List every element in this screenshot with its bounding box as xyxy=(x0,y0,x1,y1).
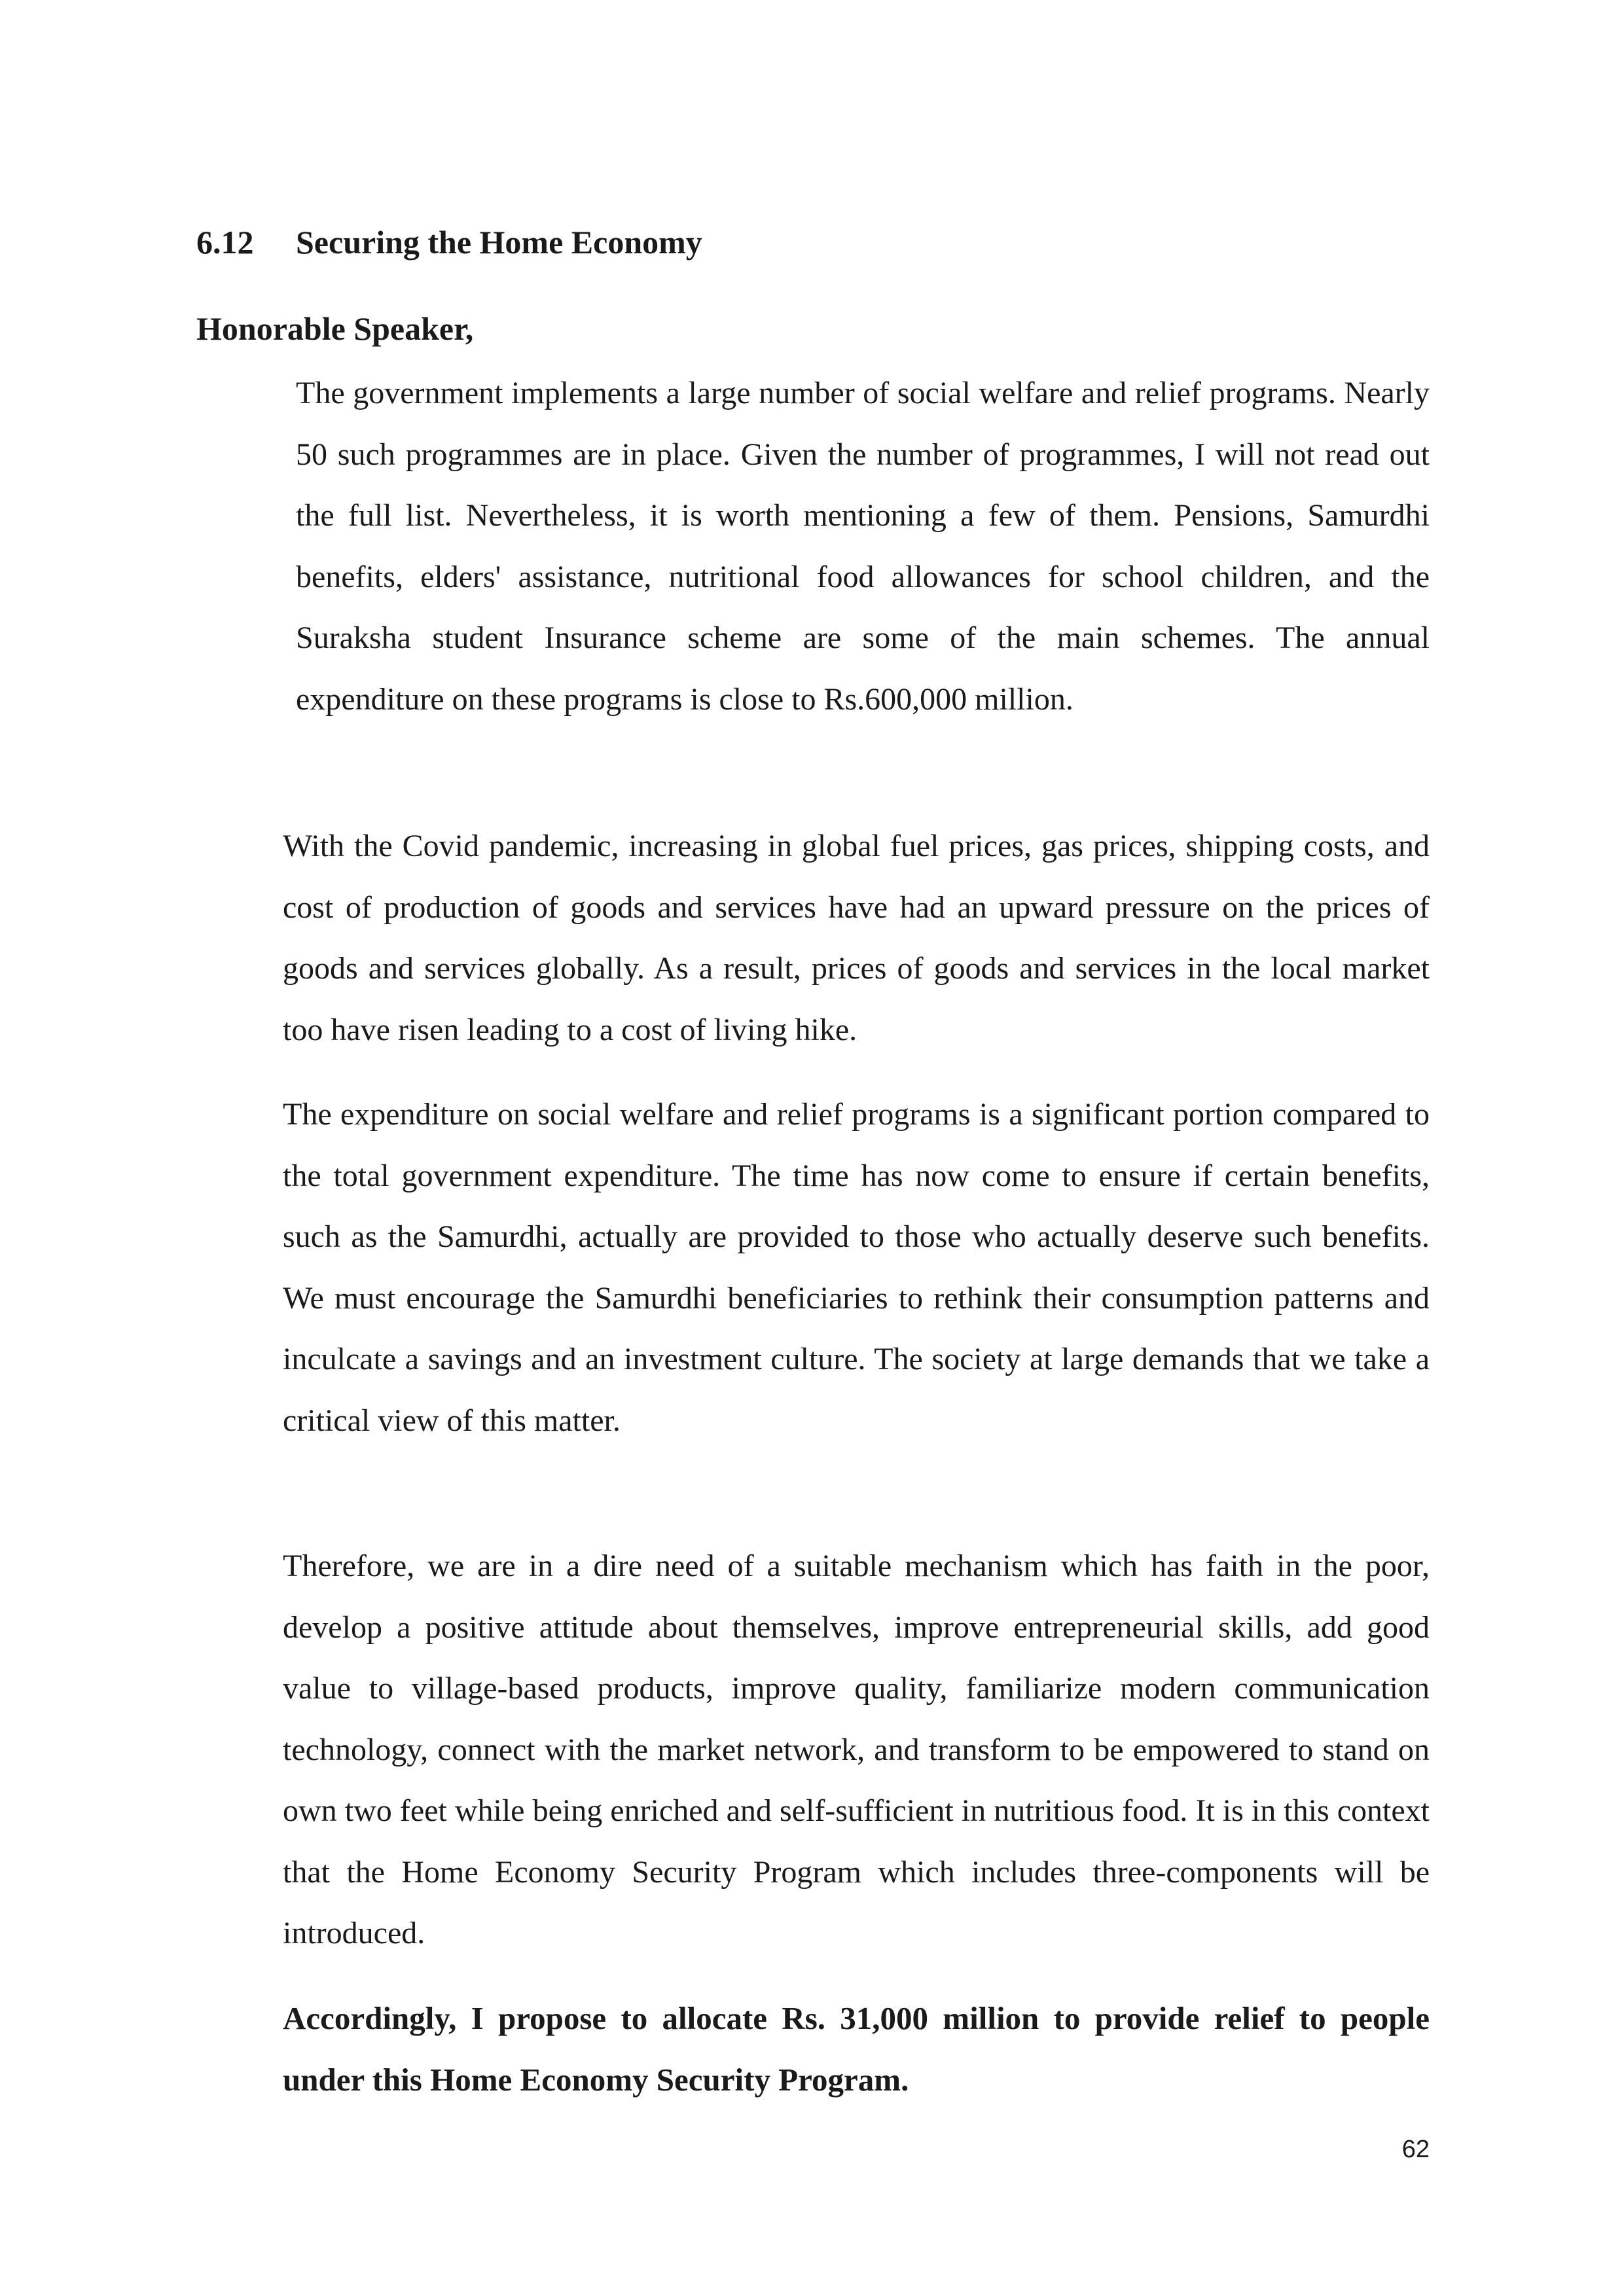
paragraph-covid-prices: With the Covid pandemic, increasing in global fuel prices, gas prices, shipping costs, and cost of production of goods and services have had an upward pressure on the prices of goods and services globally. As a result, prices of goods and services in the local market too have risen leading to a cost of living hike. xyxy=(283,829,1430,1047)
section-heading xyxy=(196,219,702,265)
page-number: 62 xyxy=(1401,2136,1430,2163)
paragraph-welfare-expenditure: The expenditure on social welfare and relief programs is a significant portion compared to the total government expenditure. The time has now come to ensure if certain benefits, such as the Samurdhi, actually are provided to those who actually deserve such benefits. We must encourage the Samurdhi beneficiaries to rethink their consumption patterns and inculcate a savings and an investment culture. The society at large demands that we take a critical view of this matter. xyxy=(283,1097,1430,1438)
paragraph-proposal: Accordingly, I propose to allocate Rs. 31,000 million to provide relief to people under this Home Economy Security Program. xyxy=(283,2000,1430,2098)
salutation: Honorable Speaker, xyxy=(196,310,474,347)
section-title: Securing the Home Economy xyxy=(296,224,702,260)
section-number: 6.12 xyxy=(196,224,254,260)
paragraph-welfare-programs: The government implements a large number of social welfare and relief programs. Nearly 50 such programmes are in place. Given the number of programmes, I will not read out the full list. Nevertheless, it is worth mentioning a few of them. Pensions, Samurdhi benefits, elders' assistance, nutritional food allowances for school children, and the Suraksha student Insurance scheme are some of the main schemes. The annual expenditure on these programs is close to Rs.600,000 million. xyxy=(296,376,1430,717)
paragraph-mechanism: Therefore, we are in a dire need of a suitable mechanism which has faith in the poor, develop a positive attitude about themselves, improve entrepreneurial skills, add good value to village-based products, improve quality, familiarize modern communication technology, connect with the market network, and transform to be empowered to stand on own two feet while being enriched and self-sufficient in nutritious food. It is in this context that the Home Economy Security Program which includes three-components will be introduced. xyxy=(283,1549,1430,1950)
